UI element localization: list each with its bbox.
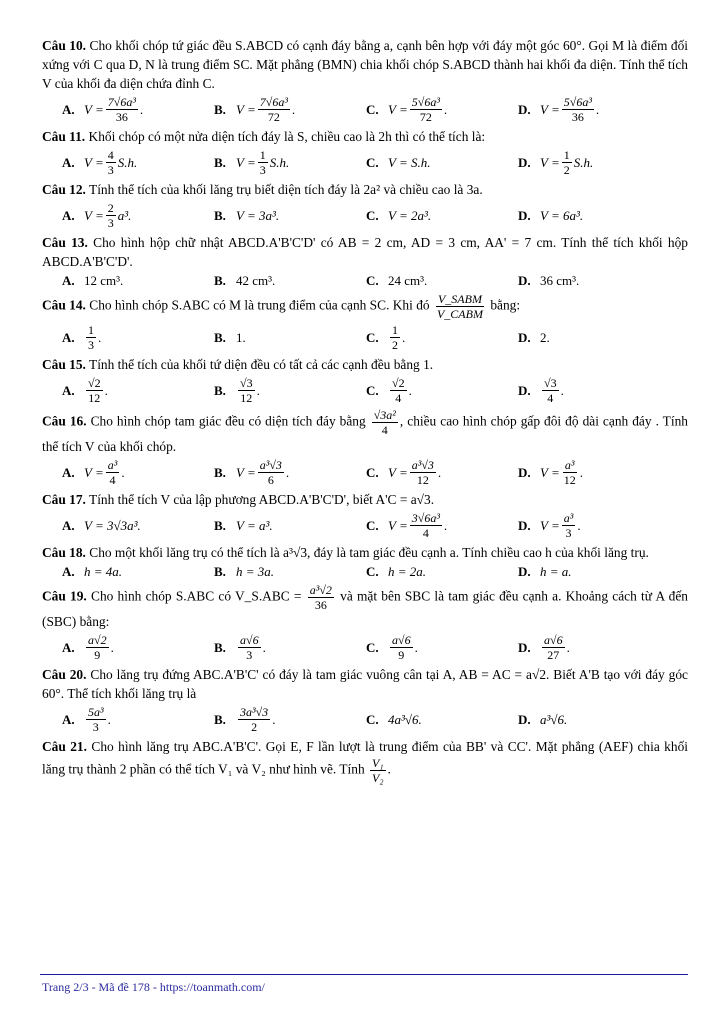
option-d[interactable]: D. V = 6a³. xyxy=(518,207,584,223)
question-11 xyxy=(42,127,688,177)
question-17 xyxy=(42,490,688,540)
question-label: Câu 10. xyxy=(42,38,87,53)
question-label: Câu 15. xyxy=(42,357,86,372)
question-14: Câu 14. Cho hình chóp S.ABC có M là trung điểm của cạnh SC. Khi đó $\frac{\text{V\_SABM}}{\text{V\_CABM}}$ bằng: A. $\frac{1}{3}$ . B. 1. C. $\frac{1}{2}$ . D. 2. xyxy=(42,292,688,352)
option-c[interactable]: C. $\frac{a√6}{9}$ . xyxy=(366,633,418,662)
question-text: Cho hình chóp tam giác đều có diện tích đáy bằng xyxy=(90,413,366,429)
option-a[interactable]: A. V = $\frac{\text{7√6a³}}{36}$ . xyxy=(62,95,144,124)
options xyxy=(42,95,688,124)
question-text: Cho khối chóp tứ giác đều S.ABCD có cạnh đáy bằng a, cạnh bên hợp với đáy một góc 60°. Gọi M là điểm đối xứng với C qua D, N là trung điểm SC. Mặt phẳng (BMN) chia khối chóp S.ABCD thành hai khối đa diện. Tính thể tích V của khối đa diện chứa đỉnh C. xyxy=(42,38,688,91)
question-10 xyxy=(42,36,688,124)
option-c[interactable]: C. V = 2a³. xyxy=(366,207,432,223)
option-b[interactable]: B. V = $\frac{1}{3}$ S.h. xyxy=(214,148,290,177)
option-a[interactable]: A. $\frac{1}{3}$ . xyxy=(62,323,102,352)
option-a[interactable]: A. $\frac{a√2}{9}$ . xyxy=(62,633,114,662)
volume-ratio: $\frac{\text{V\_SABM}}{\text{V\_CABM}}$ xyxy=(436,292,483,321)
footer-divider xyxy=(40,974,688,975)
options xyxy=(42,633,688,662)
option-c[interactable]: C. 4a³√6. xyxy=(366,711,422,727)
option-b[interactable]: B. 1. xyxy=(214,329,246,345)
option-b[interactable]: B. V = 3a³. xyxy=(214,207,280,223)
option-d[interactable]: D. 36 cm³. xyxy=(518,273,580,288)
option-b[interactable]: B. $\frac{√3}{12}$ . xyxy=(214,376,260,405)
option-b[interactable]: B. V = $\frac{\text{7√6a³}}{72}$ . xyxy=(214,95,296,124)
question-label: Câu 21. xyxy=(42,739,87,754)
question-text: Tính thể tích của khối lăng trụ biết diện tích đáy là 2a² và chiều cao là 3a. xyxy=(89,182,483,197)
options xyxy=(42,458,688,487)
options xyxy=(42,323,688,352)
question-16: Câu 16. Cho hình chóp tam giác đều có diện tích đáy bằng $\frac{\text{√3a²}}{4}$ , chiều cao hình chóp gấp đôi độ dài cạnh đáy . Tính thể tích V của khối chóp. A. V = $\frac{\text{a³}}{4}$ . B. V = $\frac{\text{a³√3}}{6}$ . C. V = $\frac{\text{a³√3}}{12}$ . D. V = $\frac{\text{a³}}{12}$ . xyxy=(42,408,688,487)
option-d[interactable]: D. $\frac{a√6}{27}$ . xyxy=(518,633,570,662)
question-13 xyxy=(42,233,688,289)
question-text: Khối chóp có một nửa diện tích đáy là S, chiều cao là 2h thì có thể tích là: xyxy=(88,129,486,144)
options xyxy=(42,564,688,580)
option-d[interactable]: D. 2. xyxy=(518,329,550,345)
option-c[interactable]: C. V = $\frac{\text{5√6a³}}{72}$ . xyxy=(366,95,448,124)
exam-page xyxy=(42,36,688,785)
options xyxy=(42,511,688,540)
option-d[interactable]: D. h = a. xyxy=(518,564,572,579)
options xyxy=(42,705,688,734)
option-c[interactable]: C. h = 2a. xyxy=(366,564,427,579)
options xyxy=(42,148,688,177)
base-area: $\frac{\text{√3a²}}{4}$ xyxy=(373,408,396,437)
question-label: Câu 19. xyxy=(42,588,87,604)
option-d[interactable]: D. V = $\frac{\text{5√6a³}}{36}$ . xyxy=(518,95,600,124)
option-a[interactable]: A. 12 cm³. xyxy=(62,273,124,288)
option-b[interactable]: B. $\frac{a√6}{3}$ . xyxy=(214,633,266,662)
question-20 xyxy=(42,665,688,734)
question-15 xyxy=(42,355,688,405)
option-c[interactable]: C. V = $\frac{\text{3√6a³}}{4}$ . xyxy=(366,511,448,540)
option-d[interactable]: D. V = $\frac{\text{a³}}{3}$ . xyxy=(518,511,581,540)
question-text: Tính thể tích của khối tứ diện đều có tất cả các cạnh đều bằng 1. xyxy=(89,357,434,372)
option-a[interactable]: A. $\frac{√2}{12}$ . xyxy=(62,376,108,405)
option-b[interactable]: B. V = $\frac{\text{a³√3}}{6}$ . xyxy=(214,458,290,487)
question-21: Câu 21. Cho hình lăng trụ ABC.A'B'C'. Gọi E, F lần lượt là trung điểm của BB' và CC'. Mặt phẳng (AEF) chia khối lăng trụ thành 2 phần có thể tích V₁ và V₂ như hình vẽ. Tính $\frac{\text{V₁}}{\text{V₂}}$ . xyxy=(42,739,688,785)
options xyxy=(42,201,688,230)
question-18 xyxy=(42,543,688,580)
option-c[interactable]: C. V = S.h. xyxy=(366,154,431,170)
question-label: Câu 16. xyxy=(42,413,87,429)
question-text: Tính thể tích V của lập phương ABCD.A'B'C'D', biết A'C = a√3. xyxy=(89,492,435,507)
question-label: Câu 14. xyxy=(42,297,86,313)
question-12 xyxy=(42,180,688,230)
option-b[interactable]: B. h = 3a. xyxy=(214,564,275,579)
option-b[interactable]: B. 42 cm³. xyxy=(214,273,276,288)
options xyxy=(42,376,688,405)
question-label: Câu 17. xyxy=(42,492,86,507)
option-d[interactable]: D. a³√6. xyxy=(518,711,568,727)
option-b[interactable]: B. $\frac{\text{3a³√3}}{2}$ . xyxy=(214,705,276,734)
volume-ratio: $\frac{\text{V₁}}{\text{V₂}}$ xyxy=(372,756,384,785)
option-d[interactable]: D. $\frac{√3}{4}$ . xyxy=(518,376,564,405)
option-a[interactable]: A. h = 4a. xyxy=(62,564,123,579)
question-label: Câu 20. xyxy=(42,667,87,682)
question-text: Cho hình lăng trụ ABC.A'B'C'. Gọi E, F lần lượt là trung điểm của BB' và CC'. Mặt phẳng (AEF) chia khối lăng trụ thành 2 phần có thể tích V₁ và V₂ như hình vẽ. Tính xyxy=(42,739,688,777)
option-d[interactable]: D. V = $\frac{1}{2}$ S.h. xyxy=(518,148,594,177)
option-a[interactable]: A. V = $\frac{2}{3}$ a³. xyxy=(62,201,132,230)
volume-value: $\frac{\text{a³√2}}{36}$ xyxy=(309,583,332,612)
option-a[interactable]: A. $\frac{\text{5a³}}{3}$ . xyxy=(62,705,111,734)
option-a[interactable]: A. V = $\frac{4}{3}$ S.h. xyxy=(62,148,138,177)
question-label: Câu 11. xyxy=(42,129,86,144)
question-19: Câu 19. Cho hình chóp S.ABC có V_S.ABC = $\frac{\text{a³√2}}{36}$ và mặt bên SBC là tam giác đều cạnh a. Khoảng cách từ A đến (SBC) bằng: A. $\frac{a√2}{9}$ . B. $\frac{a√6}{3}$ . C. $\frac{a√6}{9}$ . D. $\frac{a√6}{27}$ . xyxy=(42,583,688,662)
page-footer: Trang 2/3 - Mã đề 178 - https://toanmath.com/ xyxy=(42,980,265,994)
option-c[interactable]: C. $\frac{√2}{4}$ . xyxy=(366,376,412,405)
option-c[interactable]: C. $\frac{1}{2}$ . xyxy=(366,323,406,352)
question-text: Cho lăng trụ đứng ABC.A'B'C' có đáy là tam giác vuông cân tại A, AB = AC = a√2. Biết A'B tạo với đáy góc 60°. Thể tích khối lăng trụ là xyxy=(42,667,688,701)
question-text: Cho hình chóp S.ABC có V_S.ABC = xyxy=(91,588,302,604)
question-label: Câu 18. xyxy=(42,545,86,560)
question-text: Cho một khối lăng trụ có thể tích là a³√3, đáy là tam giác đều cạnh a. Tính chiều cao h của khối lăng trụ. xyxy=(89,545,649,560)
question-label: Câu 12. xyxy=(42,182,86,197)
options xyxy=(42,273,688,289)
option-b[interactable]: B. V = a³. xyxy=(214,517,273,533)
option-c[interactable]: C. V = $\frac{\text{a³√3}}{12}$ . xyxy=(366,458,442,487)
question-text: Cho hình chóp S.ABC có M là trung điểm của cạnh SC. Khi đó xyxy=(89,297,430,313)
option-c[interactable]: C. 24 cm³. xyxy=(366,273,428,288)
option-d[interactable]: D. V = $\frac{\text{a³}}{12}$ . xyxy=(518,458,583,487)
question-label: Câu 13. xyxy=(42,235,88,250)
option-a[interactable]: A. V = 3√3a³. xyxy=(62,517,141,533)
question-text: Cho hình hộp chữ nhật ABCD.A'B'C'D' có AB = 2 cm, AD = 3 cm, AA' = 7 cm. Tính thể tích khối hộp ABCD.A'B'C'D'. xyxy=(42,235,688,269)
option-a[interactable]: A. V = $\frac{\text{a³}}{4}$ . xyxy=(62,458,125,487)
